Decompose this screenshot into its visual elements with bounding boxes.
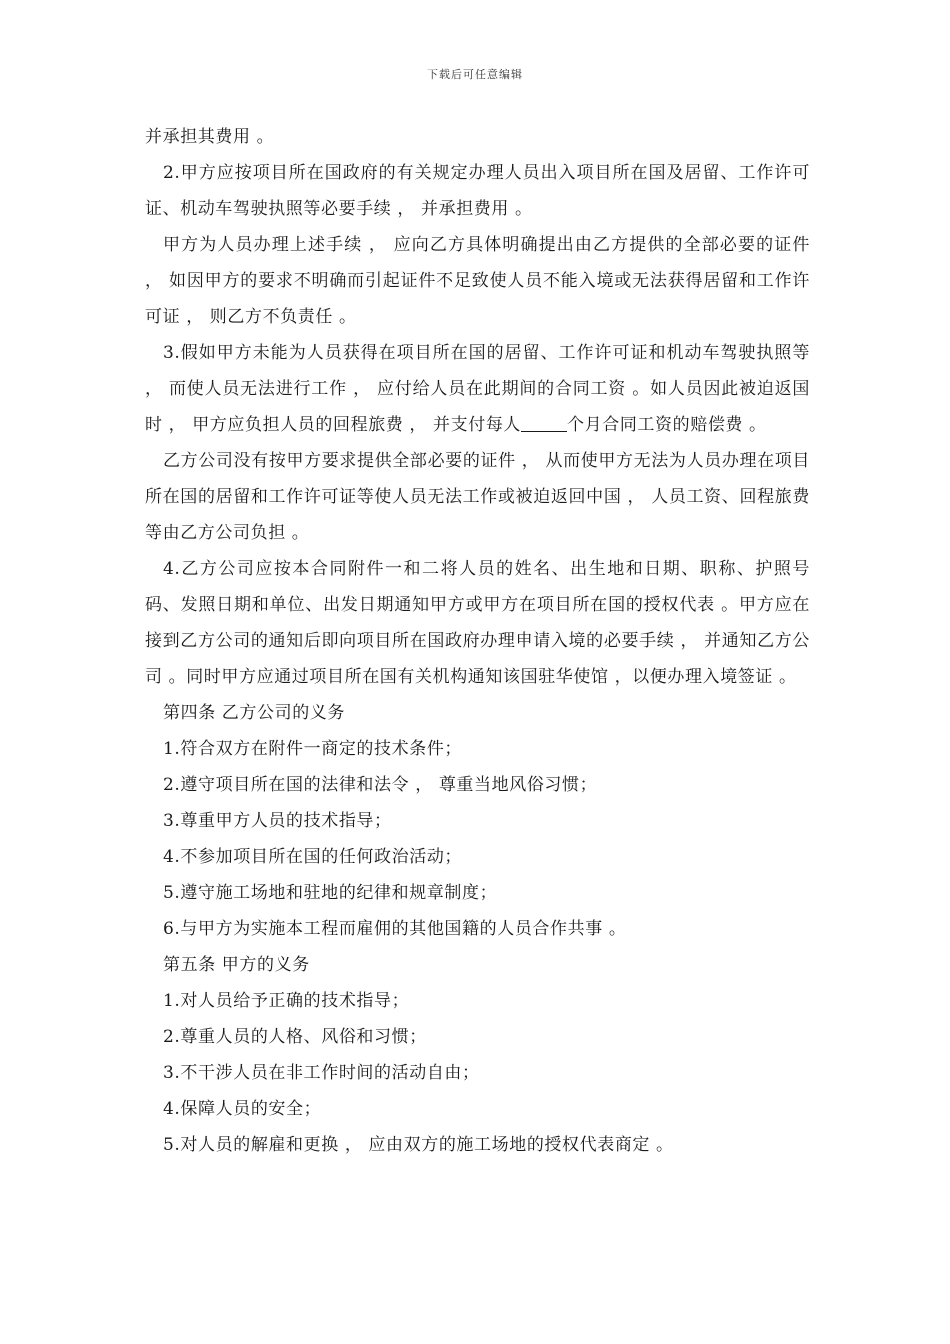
- paragraph-clause-3-note: 乙方公司没有按甲方要求提供全部必要的证件 ， 从而使甲方无法为人员办理在项目所在国的居留和工作许可证等使人员无法工作或被迫返回中国 ， 人员工资、回程旅费等由乙方公司负担 。: [145, 451, 810, 543]
- paragraph-clause-3-text: 3.假如甲方未能为人员获得在项目所在国的居留、工作许可证和机动车驾驶执照等 ， 而使人员无法进行工作 ， 应付给人员在此期间的合同工资 。如人员因此被迫返国时 ， 甲方应负担人员的回程旅费 ， 并支付每人: [145, 343, 810, 435]
- article-4-item: 6.与甲方为实施本工程而雇佣的其他国籍的人员合作共事 。: [163, 919, 627, 939]
- article-4-item: 1.符合双方在附件一商定的技术条件；: [163, 739, 463, 759]
- paragraph-clause-3: [145, 335, 810, 443]
- article-5-item: 5.对人员的解雇和更换 ， 应由双方的施工场地的授权代表商定 。: [163, 1135, 674, 1155]
- paragraph-clause-2: 2.甲方应按项目所在国政府的有关规定办理人员出入项目所在国及居留、工作许可证、机动车驾驶执照等必要手续 ， 并承担费用 。: [145, 163, 810, 219]
- blank-line: [521, 413, 567, 432]
- page-header: 下载后可任意编辑: [427, 68, 523, 81]
- article-4-item: 4.不参加项目所在国的任何政治活动；: [163, 847, 463, 867]
- article-5-item: 4.保障人员的安全；: [163, 1099, 322, 1119]
- article-4-item: 5.遵守施工场地和驻地的纪律和规章制度；: [163, 883, 498, 903]
- document-body: [145, 119, 810, 1163]
- paragraph-clause-2-note: 甲方为人员办理上述手续 ， 应向乙方具体明确提出由乙方提供的全部必要的证件 ， 如因甲方的要求不明确而引起证件不足致使人员不能入境或无法获得居留和工作许可证 ， 则乙方不负责任 。: [145, 235, 810, 327]
- article-4-title: 第四条 乙方公司的义务: [163, 703, 346, 723]
- article-4-item: 2.遵守项目所在国的法律和法令 ， 尊重当地风俗习惯；: [163, 775, 598, 795]
- article-5-item: 2.尊重人员的人格、风俗和习惯；: [163, 1027, 427, 1047]
- paragraph-clause-3-tail: 个月合同工资的赔偿费 。: [567, 415, 767, 435]
- paragraph-continuation: 并承担其费用 。: [145, 127, 275, 147]
- article-5-title: 第五条 甲方的义务: [163, 955, 310, 975]
- article-4-item: 3.尊重甲方人员的技术指导；: [163, 811, 392, 831]
- article-5-item: 1.对人员给予正确的技术指导；: [163, 991, 410, 1011]
- paragraph-clause-4: 4.乙方公司应按本合同附件一和二将人员的姓名、出生地和日期、职称、护照号码、发照日期和单位、出发日期通知甲方或甲方在项目所在国的授权代表 。甲方应在接到乙方公司的通知后即向项目所在国政府办理申请入境的必要手续 ， 并通知乙方公司 。同时甲方应通过项目所在国有关机构通知该国驻华使馆 ，以便办理入境签证 。: [145, 559, 810, 687]
- article-5-item: 3.不干涉人员在非工作时间的活动自由；: [163, 1063, 480, 1083]
